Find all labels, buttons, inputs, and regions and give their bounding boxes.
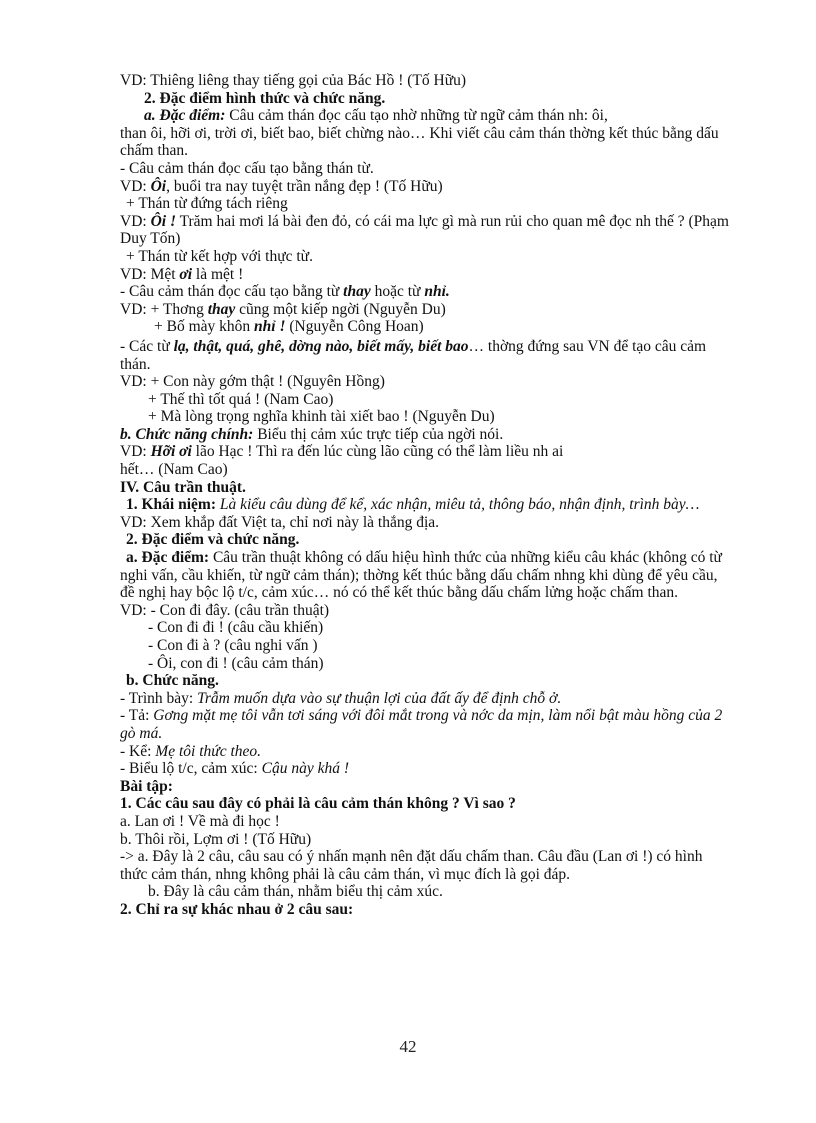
text-run: Biểu thị cảm xúc trực tiếp của ngời nói. bbox=[253, 425, 504, 443]
text-line bbox=[120, 178, 732, 196]
example-text: Trẫm muốn dựa vào sự thuận lợi của đất ấy để định chỗ ở. bbox=[197, 689, 562, 707]
emphasis: thay bbox=[207, 300, 236, 318]
text-paragraph bbox=[120, 213, 732, 248]
text-line: a. Lan ơi ! Về mà đi học ! bbox=[120, 812, 280, 830]
text-line bbox=[120, 760, 732, 778]
text-line bbox=[120, 283, 732, 301]
page-number: 42 bbox=[399, 1037, 417, 1056]
text-line: - Con đi đi ! (câu cầu khiến) bbox=[148, 619, 324, 637]
text-paragraph bbox=[120, 549, 732, 602]
text-run: - Trình bày: bbox=[120, 689, 198, 707]
text-line: VD: - Con đi đây. (câu trần thuật) bbox=[120, 601, 330, 619]
text-run: VD: bbox=[120, 212, 151, 230]
text-line bbox=[120, 690, 732, 708]
text-run: - Các từ bbox=[120, 337, 174, 355]
text-run: VD: bbox=[120, 177, 151, 195]
text-line: + Mà lòng trọng nghĩa khinh tài xiết bao ! (Nguyễn Du) bbox=[148, 408, 495, 426]
section-heading: IV. Câu trần thuật. bbox=[120, 478, 246, 496]
term-label: a. Đặc điểm: bbox=[126, 549, 210, 567]
text-paragraph: -> a. Đây là 2 câu, câu sau có ý nhấn mạnh nên đặt dấu chấm than. Câu đầu (Lan ơi !) có hình thức cảm thán, nhng không phải là câu cảm thán, vì mục đích là gọi đáp. bbox=[120, 848, 703, 883]
text-line bbox=[120, 266, 732, 284]
text-line bbox=[120, 301, 732, 319]
exercise-question: 1. Các câu sau đây có phải là câu cảm thán không ? Vì sao ? bbox=[120, 795, 516, 813]
text-line bbox=[120, 443, 732, 461]
emphasis: lạ, thật, quá, ghê, dờng nào, biết mấy, biết bao bbox=[173, 337, 469, 355]
emphasis: thay bbox=[343, 283, 371, 301]
exercise-question: 2. Chỉ ra sự khác nhau ở 2 câu sau: bbox=[120, 900, 354, 918]
text-line: hết… (Nam Cao) bbox=[120, 461, 228, 479]
section-heading: b. Chức năng. bbox=[126, 672, 219, 690]
text-run: VD: Mệt bbox=[120, 265, 180, 283]
text-line bbox=[120, 107, 732, 125]
emphasis: Hỡi ơi bbox=[150, 443, 192, 461]
emphasis: Ôi bbox=[150, 177, 167, 195]
text-run: - Biểu lộ t/c, cảm xúc: bbox=[120, 760, 262, 778]
text-line: - Câu cảm thán đọc cấu tạo bằng thán từ. bbox=[120, 159, 374, 177]
text-line: + Thế thì tốt quá ! (Nam Cao) bbox=[148, 390, 334, 408]
example-text: Mẹ tôi thức theo. bbox=[155, 742, 262, 760]
text-line: VD: Xem khắp đất Việt ta, chỉ nơi này là thắng địa. bbox=[120, 513, 440, 531]
text-line: b. Thôi rồi, Lợm ơi ! (Tố Hữu) bbox=[120, 830, 312, 848]
example-text: Cậu này khá ! bbox=[261, 760, 350, 778]
emphasis: nhỉ. bbox=[424, 283, 450, 301]
text-run: , buổi tra nay tuyệt trần nắng đẹp ! (Tố Hữu) bbox=[166, 177, 443, 195]
text-run: Trăm hai mơi lá bài đen đỏ, có cái ma lực gì mà run rủi cho quan mê đọc nh thế ? (Phạm Duy Tốn) bbox=[120, 212, 729, 248]
text-run: Câu trần thuật không có dấu hiệu hình thức của những kiểu câu khác (không có từ nghi vấn, cầu khiến, từ ngữ cảm thán); thờng kết thúc bằng dấu chấm nhng khi dùng để yêu cầu, đề nghị hay bộc lộ t/c, cảm xúc… nó có thể kết thúc bằng dấu chấm lửng hoặc chấm than. bbox=[120, 549, 722, 602]
text-run: (Nguyễn Công Hoan) bbox=[285, 318, 424, 336]
text-line: - Ôi, con đi ! (câu cảm thán) bbox=[148, 654, 324, 672]
text-line: + Thán từ đứng tách riêng bbox=[126, 195, 288, 213]
term-label: a. Đặc điểm: bbox=[144, 107, 226, 125]
text-run: - Kể: bbox=[120, 742, 156, 760]
definition-text: Là kiểu câu dùng để kể, xác nhận, miêu tả, thông báo, nhận định, trình bày… bbox=[216, 496, 700, 514]
text-run: + Bố mày khôn bbox=[154, 318, 255, 336]
text-run: cũng một kiếp ngời (Nguyễn Du) bbox=[235, 300, 446, 318]
text-paragraph: than ôi, hỡi ơi, trời ơi, biết bao, biết chừng nào… Khi viết câu cảm thán thờng kết thúc bằng dấu chấm than. bbox=[120, 124, 719, 160]
page-body bbox=[120, 72, 732, 919]
text-paragraph bbox=[120, 496, 732, 514]
text-run: hoặc từ bbox=[370, 283, 425, 301]
text-line bbox=[120, 426, 732, 444]
text-run: VD: + Thơng bbox=[120, 300, 208, 318]
text-paragraph bbox=[120, 707, 732, 742]
emphasis: nhỉ ! bbox=[254, 318, 286, 336]
text-run: VD: bbox=[120, 443, 151, 461]
text-line: b. Đây là câu cảm thán, nhằm biểu thị cảm xúc. bbox=[148, 883, 443, 901]
section-heading: 2. Đặc điểm hình thức và chức năng. bbox=[144, 89, 386, 107]
example-text: Gơng mặt mẹ tôi vẫn tơi sáng với đôi mắt trong và nớc da mịn, làm nổi bật màu hồng của 2 gò má. bbox=[120, 707, 723, 742]
text-run: … thờng đứng sau VN để tạo câu cảm thán. bbox=[120, 337, 707, 373]
emphasis: ơi bbox=[179, 265, 193, 283]
text-run: lão Hạc ! Thì ra đến lúc cùng lão cũng có thể làm liều nh ai bbox=[191, 443, 564, 461]
text-line: VD: Thiêng liêng thay tiếng gọi của Bác Hồ ! (Tố Hữu) bbox=[120, 72, 467, 89]
text-run: - Câu cảm thán đọc cấu tạo bằng từ bbox=[120, 283, 344, 301]
text-line: VD: + Con này gớm thật ! (Nguyên Hồng) bbox=[120, 373, 385, 391]
text-run: - Tả: bbox=[120, 707, 154, 725]
section-heading: 2. Đặc điểm và chức năng. bbox=[126, 531, 300, 549]
text-line: + Thán từ kết hợp với thực từ. bbox=[126, 247, 313, 265]
text-line: - Con đi à ? (câu nghi vấn ) bbox=[148, 637, 318, 654]
term-label: 1. Khái niệm: bbox=[126, 496, 216, 514]
text-run: Câu cảm thán đọc cấu tạo nhờ những từ ngữ cảm thán nh: ôi, bbox=[225, 107, 608, 125]
text-line bbox=[120, 318, 732, 336]
term-label: b. Chức năng chính: bbox=[120, 425, 254, 443]
text-run: là mệt ! bbox=[192, 265, 244, 283]
text-paragraph bbox=[120, 338, 732, 373]
exercise-heading: Bài tập: bbox=[120, 777, 173, 795]
text-line bbox=[120, 743, 732, 761]
emphasis: Ôi ! bbox=[150, 212, 176, 230]
